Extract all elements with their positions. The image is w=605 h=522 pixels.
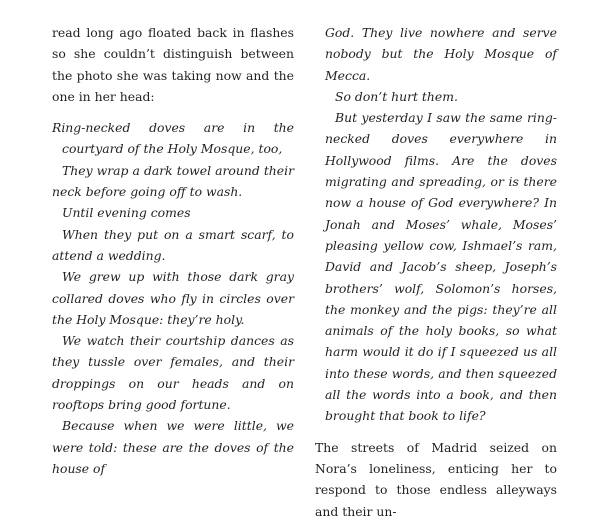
left-verse-block	[52, 117, 294, 479]
right-prose-paragraph: The streets of Madrid seized on Nora’s loneliness, enticing her to respond to those endless alleyways and their un-	[315, 439, 557, 519]
verse-stanza-line: When they put on a smart scarf, to attend a wedding.	[52, 226, 294, 263]
verse-stanza-line: We grew up with those dark gray collared doves who fly in circles over the Holy Mosque: they’re holy.	[52, 269, 294, 327]
left-column	[52, 22, 294, 479]
verse-stanza-line: They wrap a dark towel around their neck before going off to wash.	[52, 162, 294, 200]
verse-stanza-line: So don’t hurt them.	[335, 88, 458, 104]
verse-stanza-line: Until evening comes	[62, 205, 191, 221]
right-column	[315, 22, 557, 522]
verse-stanza-line: Because when we were little, we were told: these are the doves of the house of	[52, 418, 294, 476]
verse-stanza-line: But yesterday I saw the same ring-necked doves everywhere in Hollywood films. Are the doves migrating and spreading, or is there now a house of God everywhere? In Jonah and Moses’ whale, Moses’ pleasing yellow cow, Ishmael’s ram, David and Jacob’s sheep, Joseph’s brothers’ wolf, Solomon’s horses, the monkey and the pigs: they’re all animals of the holy books, so what harm would it do if I squeezed us all into these words, and then squeezed all the words into a book, and then brought that book to life?	[325, 110, 557, 424]
verse-stanza-line: God. They live nowhere and serve nobody but the Holy Mosque of Mecca.	[325, 25, 557, 83]
verse-stanza-line: Ring-necked doves are in the courtyard of the Holy Mosque, too,	[52, 120, 294, 157]
right-verse-block	[315, 22, 557, 427]
left-prose-paragraph: read long ago floated back in flashes so she couldn’t distinguish between the photo she was taking now and the one in her head:	[52, 25, 294, 104]
verse-stanza-line: We watch their courtship dances as they tussle over females, and their droppings on our heads and on rooftops bring good fortune.	[52, 333, 294, 413]
